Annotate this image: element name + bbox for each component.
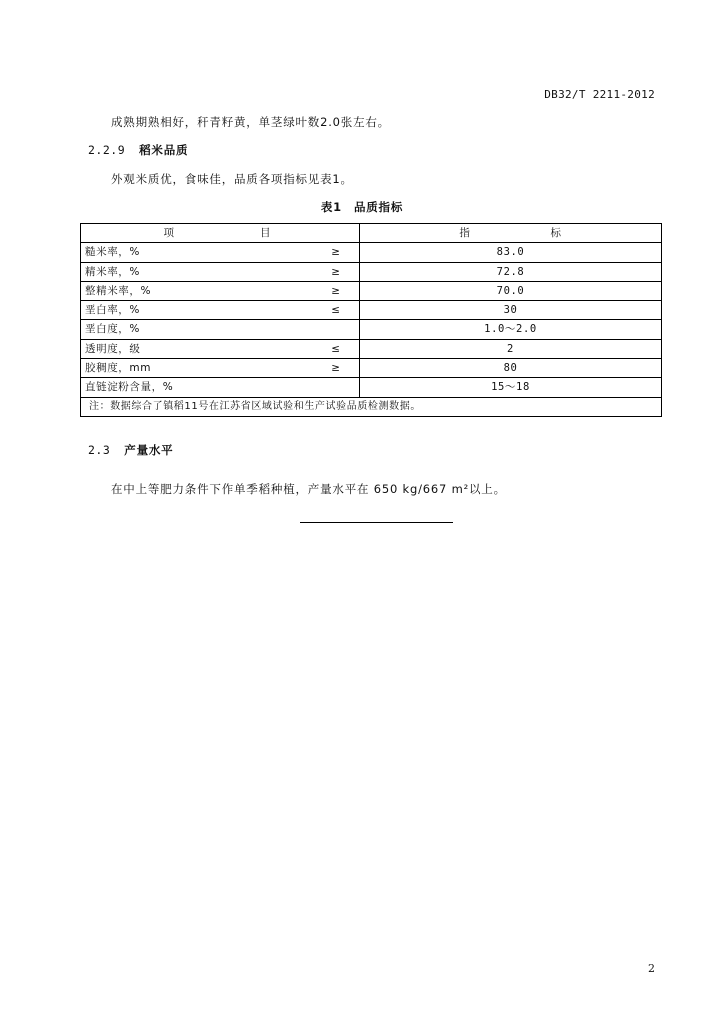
quality-table (80, 223, 662, 417)
section-number: 2.3 (88, 443, 111, 457)
row-operator: ≥ (313, 281, 360, 300)
header-item-right: 目 (260, 227, 277, 239)
row-operator: ≤ (313, 339, 360, 358)
section-number: 2.2.9 (88, 143, 126, 157)
row-item-label: 精米率，% (81, 262, 313, 281)
table-row (81, 320, 662, 339)
table-row (81, 281, 662, 300)
row-operator: ≥ (313, 243, 360, 262)
row-operator: ≤ (313, 301, 360, 320)
table-row (81, 359, 662, 378)
row-item-label: 胶稠度，mm (81, 359, 313, 378)
table-row (81, 243, 662, 262)
table-row (81, 378, 662, 397)
standard-code: DB32/T 2211-2012 (544, 88, 655, 101)
row-value: 83.0 (360, 243, 662, 262)
table-row (81, 301, 662, 320)
section-title: 产量水平 (124, 443, 174, 457)
row-value: 72.8 (360, 262, 662, 281)
row-value: 30 (360, 301, 662, 320)
table-header-row (81, 224, 662, 243)
row-item-label: 糙米率，% (81, 243, 313, 262)
section-heading-yield (88, 442, 173, 458)
page-number: 2 (648, 962, 655, 975)
row-item-label: 透明度，级 (81, 339, 313, 358)
table-caption-number: 表1 (320, 200, 342, 214)
row-item-label: 垩白度，% (81, 320, 313, 339)
row-item-label: 直链淀粉含量，% (81, 378, 313, 397)
section-title: 稻米品质 (139, 143, 189, 157)
table-row (81, 339, 662, 358)
row-value: 15～18 (360, 378, 662, 397)
row-value: 1.0～2.0 (360, 320, 662, 339)
paragraph-rice-quality: 外观米质优，食味佳，品质各项指标见表1。 (111, 172, 353, 186)
table-caption (0, 199, 724, 215)
row-item-label: 整精米率，% (81, 281, 313, 300)
table-note: 注：数据综合了镇稻11号在江苏省区域试验和生产试验品质检测数据。 (81, 397, 662, 416)
end-of-text-rule (300, 522, 453, 523)
row-operator (313, 320, 360, 339)
row-value: 80 (360, 359, 662, 378)
row-operator: ≥ (313, 359, 360, 378)
table-caption-title: 品质指标 (353, 200, 404, 214)
column-header-value (360, 224, 662, 243)
row-value: 70.0 (360, 281, 662, 300)
header-value-left: 指 (459, 227, 471, 239)
column-header-item (81, 224, 360, 243)
paragraph-maturity: 成熟期熟相好，秆青籽黄，单茎绿叶数2.0张左右。 (111, 115, 390, 129)
header-item-left: 项 (163, 227, 180, 239)
section-heading-rice-quality (88, 142, 188, 158)
row-operator: ≥ (313, 262, 360, 281)
paragraph-yield: 在中上等肥力条件下作单季稻种植，产量水平在 650 kg/667 m²以上。 (111, 482, 506, 496)
table-note-row (81, 397, 662, 416)
row-item-label: 垩白率，% (81, 301, 313, 320)
row-value: 2 (360, 339, 662, 358)
row-operator (313, 378, 360, 397)
header-value-right: 标 (550, 227, 562, 239)
table-row (81, 262, 662, 281)
